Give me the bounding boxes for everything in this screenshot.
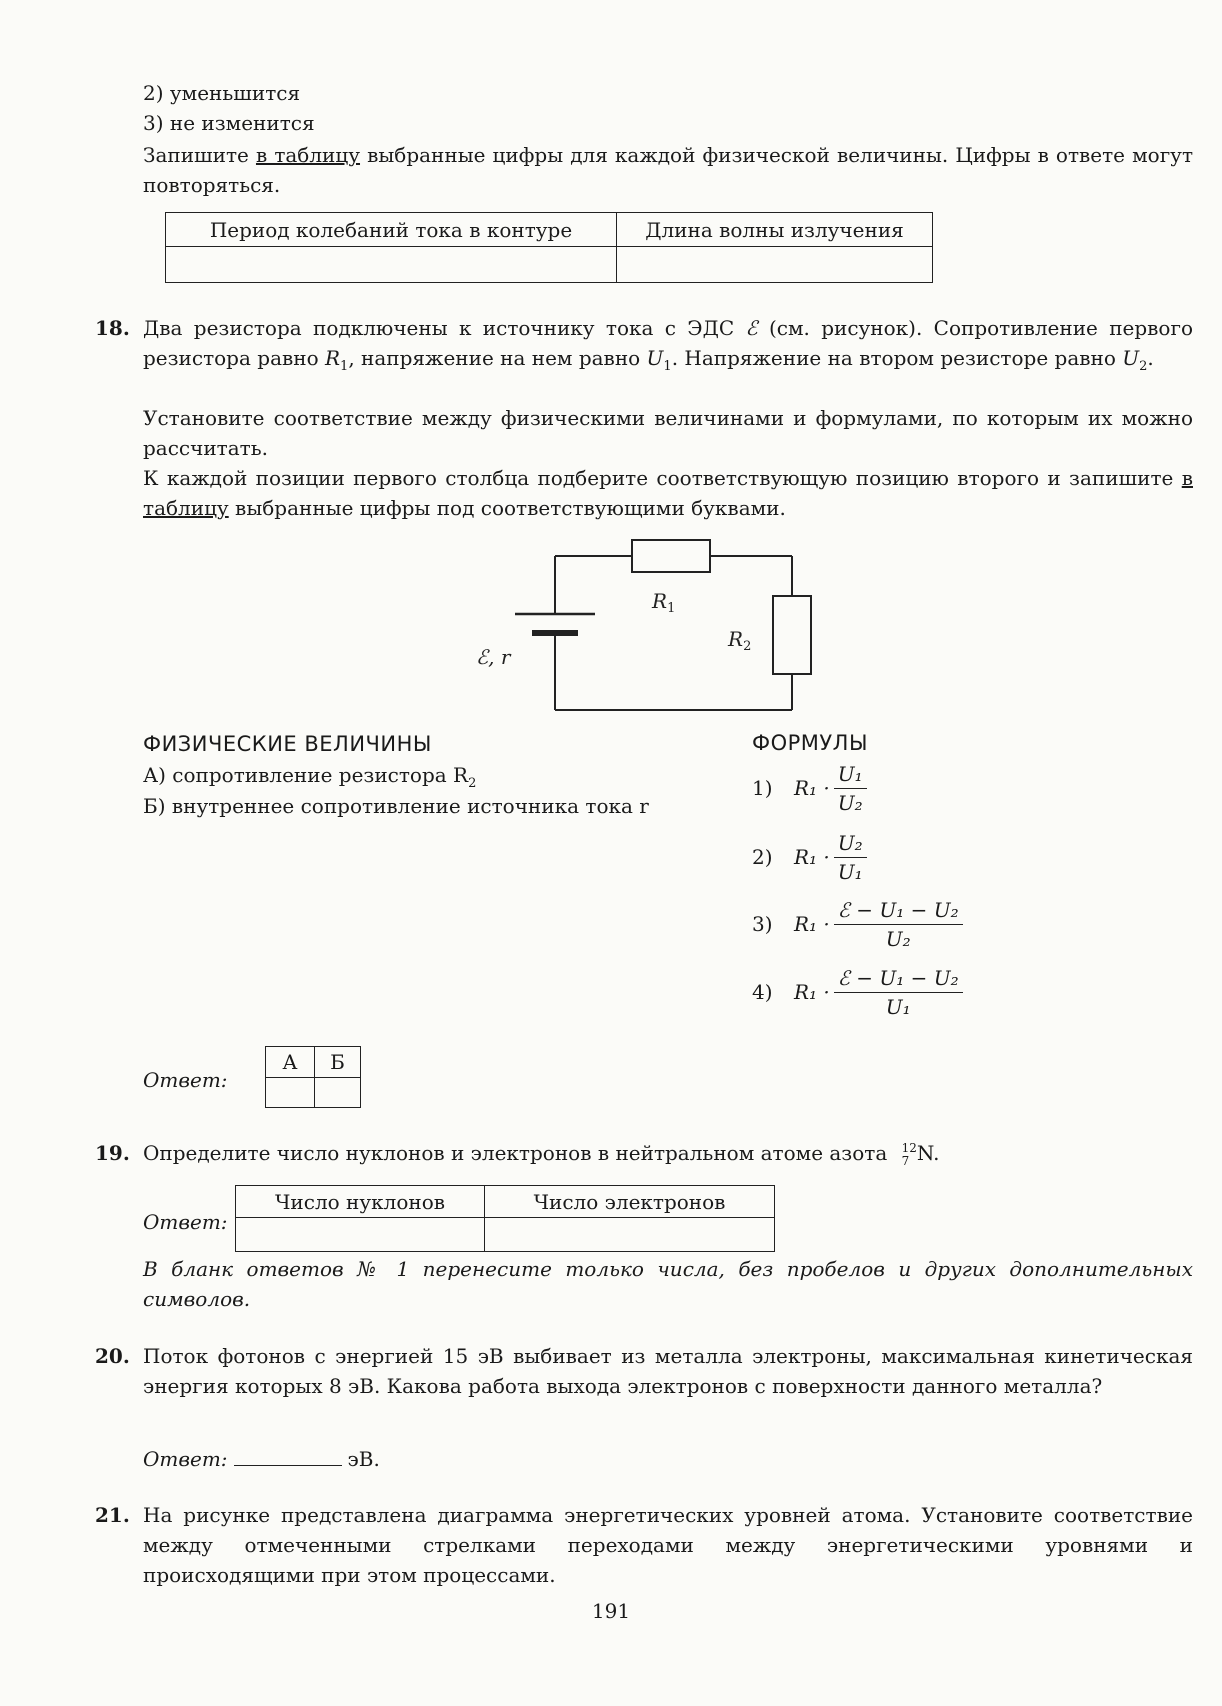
q20-answer: Ответ: эВ. [143, 1443, 380, 1474]
isotope-indices: 12 7 [901, 1140, 917, 1168]
label-r2: $R_2$ [728, 627, 752, 654]
page-number: 191 [591, 1599, 631, 1623]
quantity-b: Б) внутреннее сопротивление источника тока r [143, 794, 649, 818]
q19-note: В бланк ответов № 1 перенесите только числа, без пробелов и других дополнительных символов. [143, 1257, 1193, 1311]
q18-statement: Два резистора подключены к источнику тока с ЭДС ℰ (см. рисунок). Сопротивление первого резистора равно $R_1$, напряжение на нем равно $U_1$. Напряжение на втором резисторе равно $U_2$. [143, 316, 1193, 374]
q19-header-electrons: Число электронов [485, 1186, 775, 1218]
formulas-heading: ФОРМУЛЫ [752, 731, 869, 755]
q18-instruction-1: Установите соответствие между физическими величинами и формулами, по которым их можно рассчитать. [143, 406, 1193, 460]
q18-number: 18. [95, 316, 130, 340]
formula-3: 3) R₁ · $\frac{\text{ℰ − U₁ − U₂}}{\text{U₂}}$ [752, 893, 963, 955]
q17-option-2: 2) уменьшится [143, 81, 301, 105]
q17-answer-table [165, 212, 933, 283]
resistor-r1 [632, 540, 710, 572]
q20-statement: Поток фотонов с энергией 15 эВ выбивает из металла электроны, максимальная кинетическая энергия которых 8 эВ. Какова работа выхода электронов с поверхности данного металла? [143, 1344, 1193, 1398]
q17-answer-cell-period[interactable] [166, 247, 617, 283]
q20-number: 20. [95, 1344, 130, 1368]
q19-answer-table [235, 1185, 775, 1252]
q19-header-nucleons: Число нуклонов [236, 1186, 485, 1218]
label-source: ℰ, r [476, 645, 511, 669]
isotope-symbol: N [916, 1141, 934, 1165]
q21-number: 21. [95, 1503, 130, 1527]
q19-number: 19. [95, 1141, 130, 1165]
label-r1: $R_1$ [652, 589, 676, 616]
q18-answer-header-a: А [266, 1047, 315, 1078]
q17-table-ref: в таблицу [255, 143, 361, 167]
q18-instruction-2: К каждой позиции первого столбца подберите соответствующую позицию второго и запишите в таблицу выбранные цифры под соответствующими буквами. [143, 466, 1193, 520]
q19-answer-cell-nucleons[interactable] [236, 1218, 485, 1252]
q17-instruction: Запишите в таблицу выбранные цифры для каждой физической величины. Цифры в ответе могут повторяться. [143, 143, 1194, 197]
q18-answer-label: Ответ: [143, 1068, 228, 1092]
q17-header-period: Период колебаний тока в контуре [166, 213, 617, 247]
q17-header-wavelength: Длина волны излучения [617, 213, 933, 247]
circuit-diagram [470, 530, 830, 720]
quantities-heading: ФИЗИЧЕСКИЕ ВЕЛИЧИНЫ [143, 732, 432, 756]
q21-statement: На рисунке представлена диаграмма энергетических уровней атома. Установите соответствие между отмеченными стрелками переходами между энергетическими уровнями и происходящими при этом процессами. [143, 1503, 1193, 1587]
formula-2: 2) R₁ · $\frac{\text{U₂}}{\text{U₁}}$ [752, 826, 867, 888]
q18-answer-cell-b[interactable] [315, 1078, 361, 1108]
q18-answer-table [265, 1046, 361, 1108]
q17-option-3: 3) не изменится [143, 111, 315, 135]
q20-answer-blank[interactable] [234, 1443, 342, 1466]
q19-statement: Определите число нуклонов и электронов в нейтральном атоме азота 12 7 N. [143, 1140, 940, 1168]
q18-answer-header-b: Б [315, 1047, 361, 1078]
q18-table-ref: в таблицу [143, 466, 1193, 520]
q17-answer-cell-wavelength[interactable] [617, 247, 933, 283]
q18-answer-cell-a[interactable] [266, 1078, 315, 1108]
resistor-r2 [773, 596, 811, 674]
formula-4: 4) R₁ · $\frac{\text{ℰ − U₁ − U₂}}{\text{U₁}}$ [752, 961, 963, 1023]
q19-answer-label: Ответ: [143, 1210, 228, 1234]
formula-1: 1) R₁ · $\frac{\text{U₁}}{\text{U₂}}$ [752, 757, 867, 819]
q19-answer-cell-electrons[interactable] [485, 1218, 775, 1252]
quantity-a: А) сопротивление резистора $R_2$ [143, 763, 477, 791]
